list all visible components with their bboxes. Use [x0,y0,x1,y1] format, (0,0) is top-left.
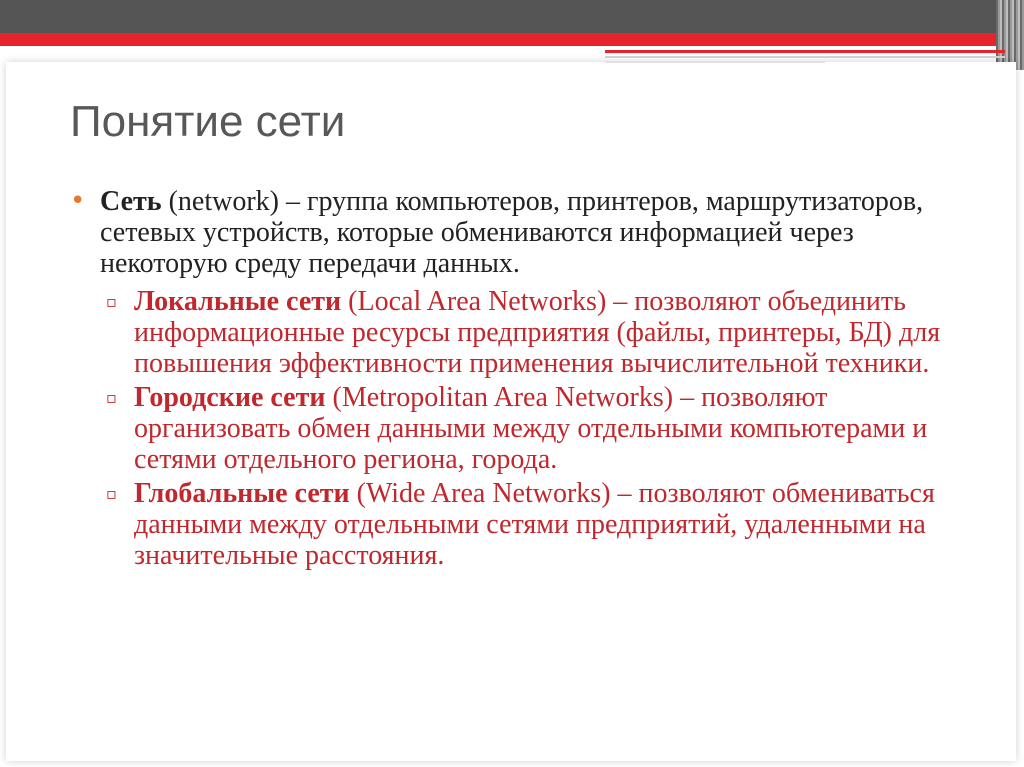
sub-point-term: Глобальные сети [134,478,350,509]
sub-point-local-networks [106,286,980,379]
sub-point-term: Локальные сети [134,286,342,317]
sub-point-text: (Metropolitan Area Networks) – позволяют организовать обмен данными между отдельными компьютерами и сетями отдельного региона, города. [134,382,928,475]
edge-stripes-decoration [996,0,1024,70]
sub-point-term: Городские сети [134,382,326,413]
square-bullet-icon: ▫ [106,484,117,503]
sub-point-metropolitan-networks [106,382,980,475]
slide-title: Понятие сети [70,97,346,146]
sub-point-text: (Local Area Networks) – позволяют объединить информационные ресурсы предприятия (файлы, принтеры, БД) для повышения эффективности применения вычислительной техники. [134,286,941,379]
main-term: Сеть [100,186,162,217]
slide-content [70,186,980,574]
accent-line [605,50,1005,53]
accent-line [605,56,1005,58]
main-bullet-point [70,186,980,279]
header-bar-dark [0,0,1024,33]
sub-point-text: (Wide Area Networks) – позволяют обмениваться данными между отдельными сетями предприятий, удаленными на значительные расстояния. [134,478,935,571]
header-bar-red [0,33,1024,46]
square-bullet-icon: ▫ [106,388,117,407]
square-bullet-icon: ▫ [106,292,117,311]
sub-point-wide-area-networks [106,478,980,571]
bullet-dot-icon: • [70,186,86,216]
accent-line [605,61,825,63]
sub-point-list [70,286,980,571]
main-definition: (network) – группа компьютеров, принтеров, маршрутизаторов, сетевых устройств, которые обмениваются информацией через некоторую среду передачи данных. [100,186,924,279]
